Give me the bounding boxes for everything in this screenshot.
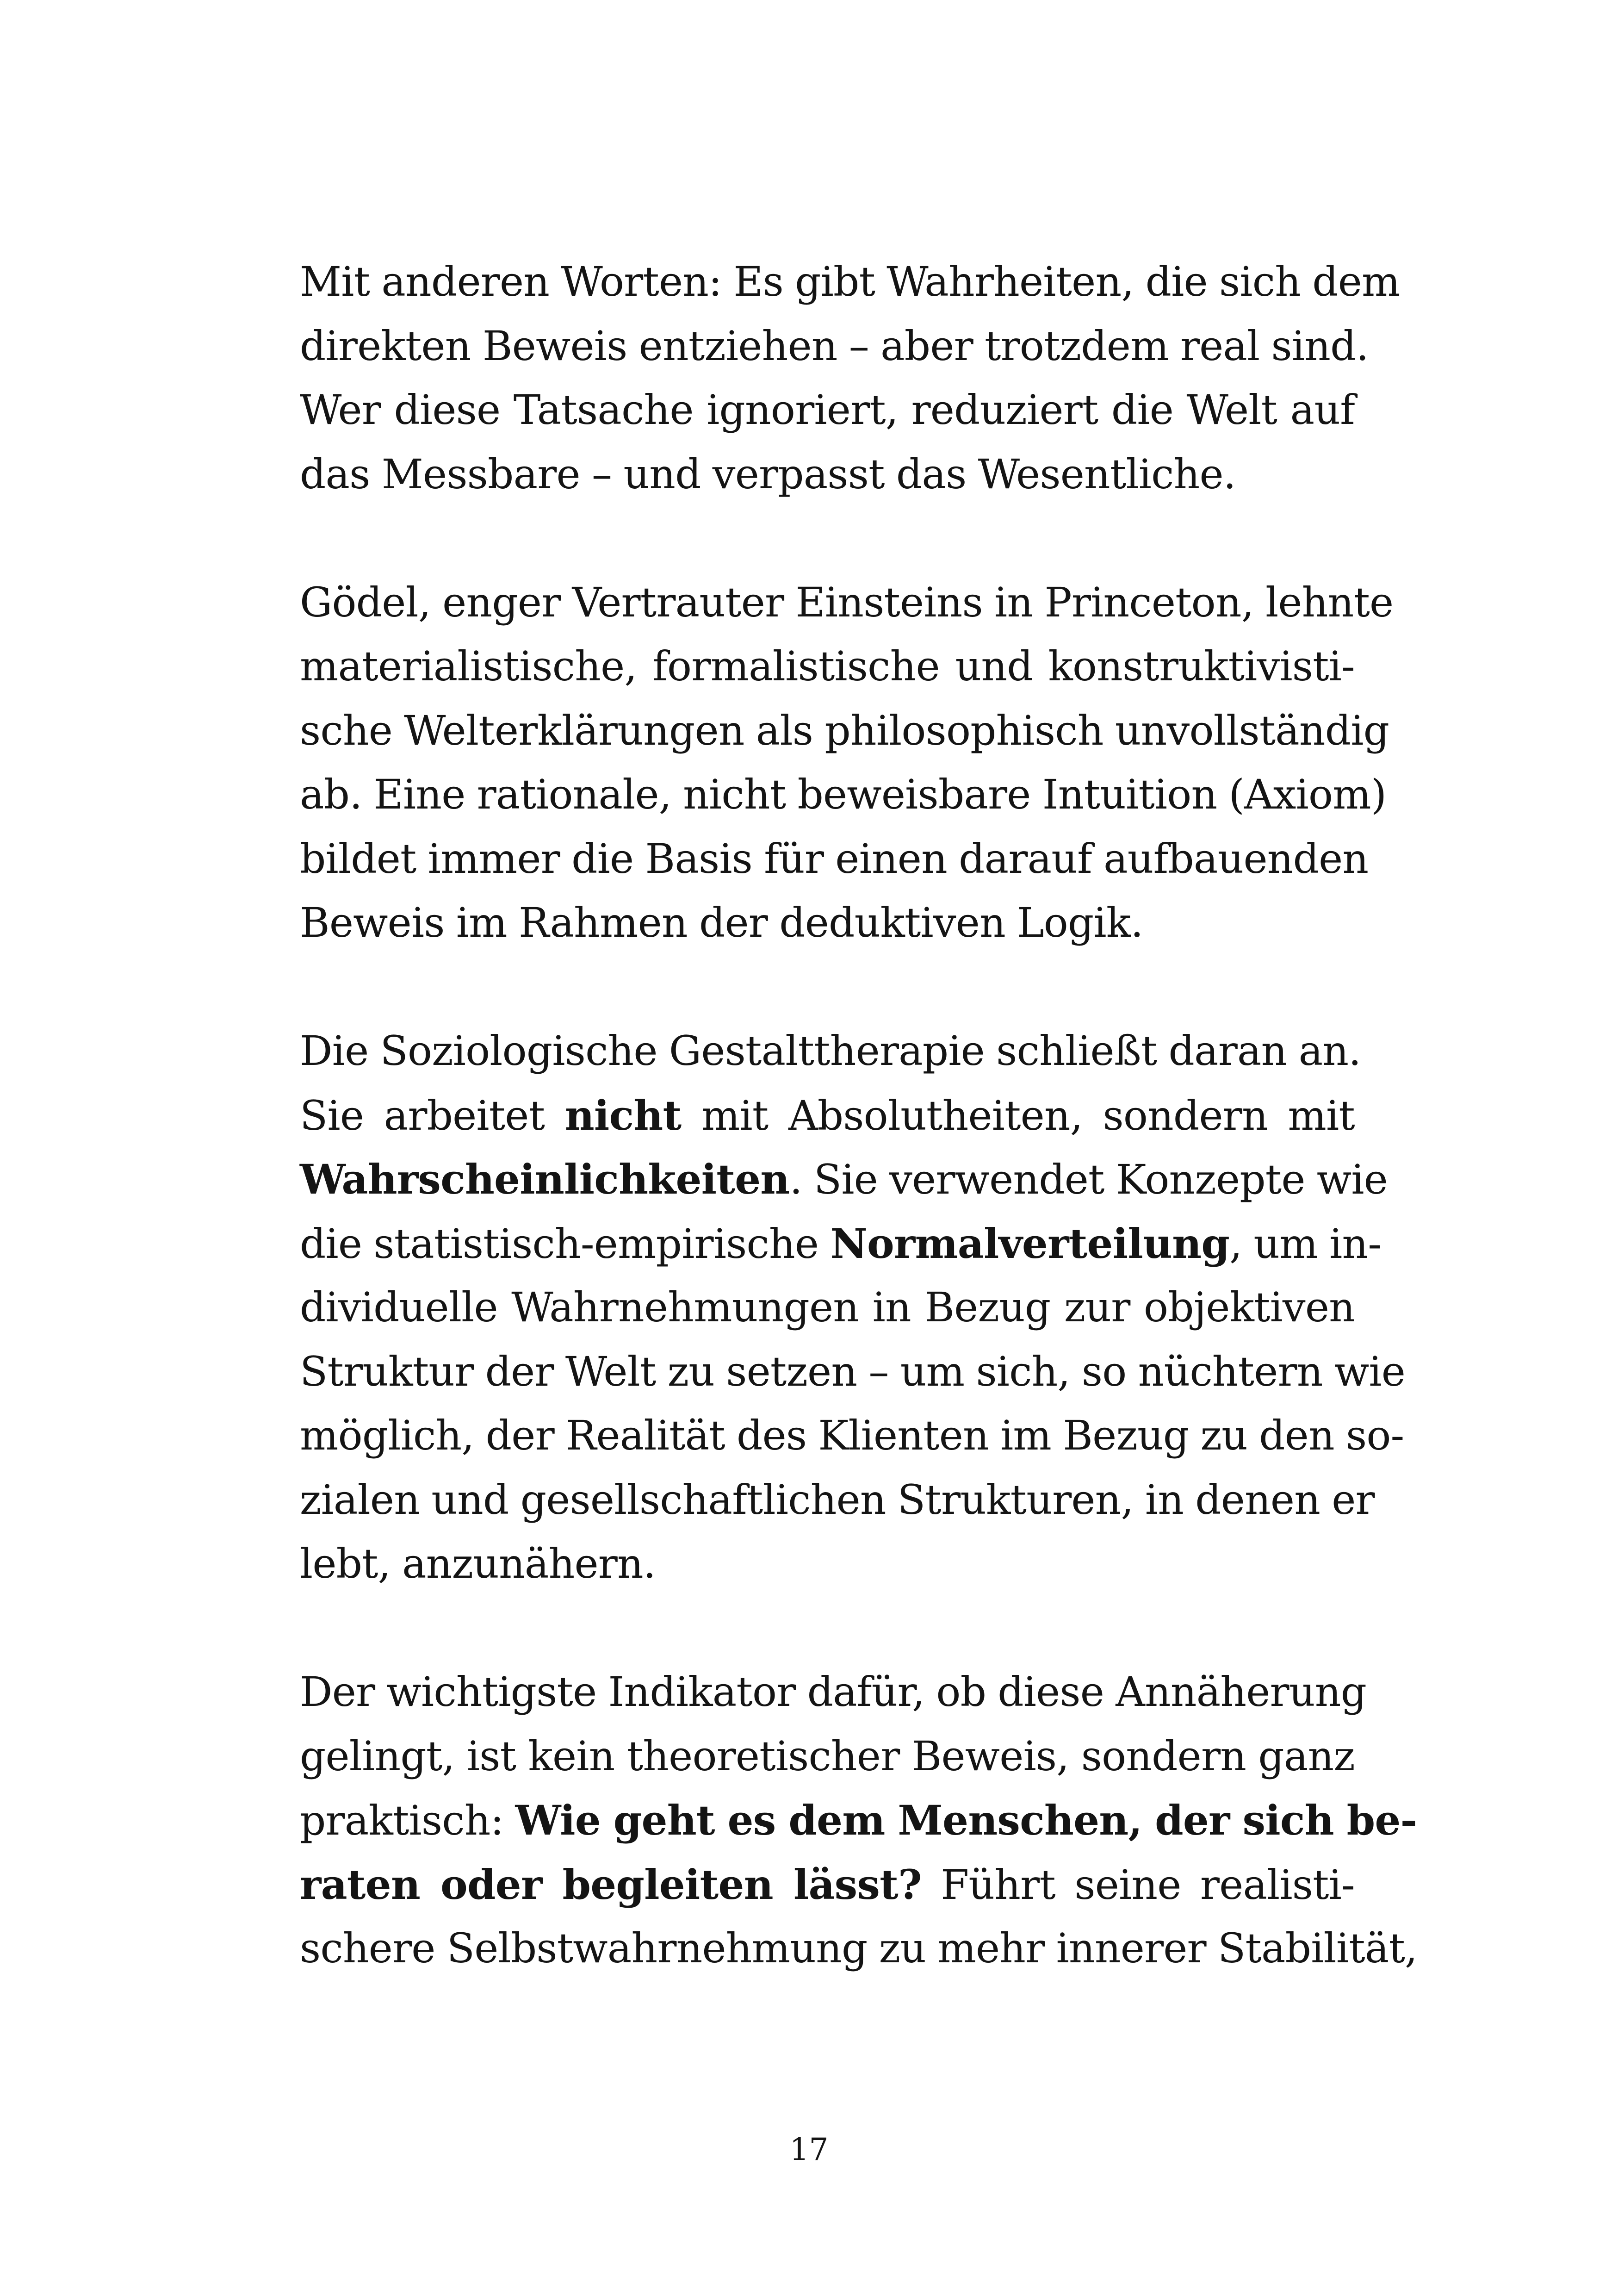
text-line xyxy=(300,1340,1405,1404)
text-run: schere Selbstwahrnehmung zu mehr innerer Stabilität, xyxy=(300,1924,1418,1972)
text-line xyxy=(300,699,1389,763)
text-run: ab. Eine rationale, nicht beweisbare Intuition (Axiom) xyxy=(300,771,1387,818)
text-run: bildet immer die Basis für einen darauf aufbauenden xyxy=(300,834,1369,883)
bold-text: Normalverteilung xyxy=(830,1219,1230,1268)
text-line xyxy=(300,1404,1404,1468)
paragraph xyxy=(300,1660,1418,1981)
text-line xyxy=(300,378,1355,442)
text-run: Beweis im Rahmen der deduktiven Logik. xyxy=(300,899,1143,946)
text-line xyxy=(300,250,1400,314)
text-run: Die Soziologische Gestalttherapie schließt daran an. xyxy=(300,1027,1361,1075)
text-run: zialen und gesellschaftlichen Strukturen, in denen er xyxy=(300,1475,1375,1524)
text-run: sche Welterklärungen als philosophisch unvollständig xyxy=(300,706,1389,754)
text-line xyxy=(300,1276,1355,1340)
text-run: . Sie verwendet Konzepte wie xyxy=(789,1156,1388,1203)
bold-text: raten oder begleiten lässt? xyxy=(300,1860,922,1909)
text-line xyxy=(300,1147,1388,1212)
text-run: mit Absolutheiten, sondern mit xyxy=(681,1091,1355,1139)
text-line xyxy=(300,1853,1355,1917)
text-line xyxy=(300,1724,1355,1789)
text-line xyxy=(300,1468,1375,1532)
text-run: Struktur der Welt zu setzen – um sich, so nüchtern wie xyxy=(300,1347,1405,1395)
text-line xyxy=(300,1916,1418,1981)
text-line xyxy=(300,635,1355,699)
paragraph-gap xyxy=(300,955,1355,1020)
bold-text: Wie geht es dem Menschen, der sich be- xyxy=(515,1796,1417,1844)
paragraph-gap xyxy=(300,506,1355,571)
bold-text: Wahrscheinlichkeiten xyxy=(300,1155,790,1203)
text-line xyxy=(300,314,1369,379)
text-run: lebt, anzunähern. xyxy=(300,1540,656,1587)
paragraph xyxy=(300,571,1394,955)
text-line xyxy=(300,1660,1367,1724)
text-run: möglich, der Realität des Klienten im Bezug zu den so- xyxy=(300,1412,1404,1459)
text-line xyxy=(300,763,1387,827)
text-line xyxy=(300,1083,1355,1148)
text-run: Gödel, enger Vertrauter Einsteins in Princeton, lehnte xyxy=(300,578,1394,626)
text-run: dividuelle Wahrnehmungen in Bezug zur objektiven xyxy=(300,1283,1355,1331)
text-run: praktisch: xyxy=(300,1797,515,1844)
text-run: das Messbare – und verpasst das Wesentliche. xyxy=(300,450,1236,498)
page-number: 17 xyxy=(789,2132,829,2167)
bold-text: nicht xyxy=(564,1091,682,1139)
text-run: gelingt, ist kein theoretischer Beweis, sondern ganz xyxy=(300,1732,1355,1780)
text-line xyxy=(300,571,1394,635)
text-line xyxy=(300,827,1369,891)
body-text xyxy=(300,250,1418,1981)
text-run: Führt seine realisti- xyxy=(921,1860,1355,1909)
text-run: materialistische, formalistische und konstruktivisti- xyxy=(300,642,1355,690)
text-run: Sie arbeitet xyxy=(300,1091,565,1139)
text-line xyxy=(300,1019,1361,1083)
text-run: die statistisch-empirische xyxy=(300,1220,831,1268)
text-line xyxy=(300,1212,1382,1276)
text-line xyxy=(300,442,1355,507)
paragraph xyxy=(300,250,1400,506)
text-line xyxy=(300,1532,1355,1596)
text-run: Wer diese Tatsache ignoriert, reduziert die Welt auf xyxy=(300,386,1355,434)
text-run: Mit anderen Worten: Es gibt Wahrheiten, die sich dem xyxy=(300,258,1400,305)
text-run: Der wichtigste Indikator dafür, ob diese Annäherung xyxy=(300,1668,1367,1716)
text-line xyxy=(300,891,1355,955)
paragraph-gap xyxy=(300,1596,1355,1661)
paragraph xyxy=(300,1019,1405,1596)
text-run: direkten Beweis entziehen – aber trotzdem real sind. xyxy=(300,322,1369,370)
text-line xyxy=(300,1788,1417,1853)
text-run: , um in- xyxy=(1229,1220,1382,1268)
